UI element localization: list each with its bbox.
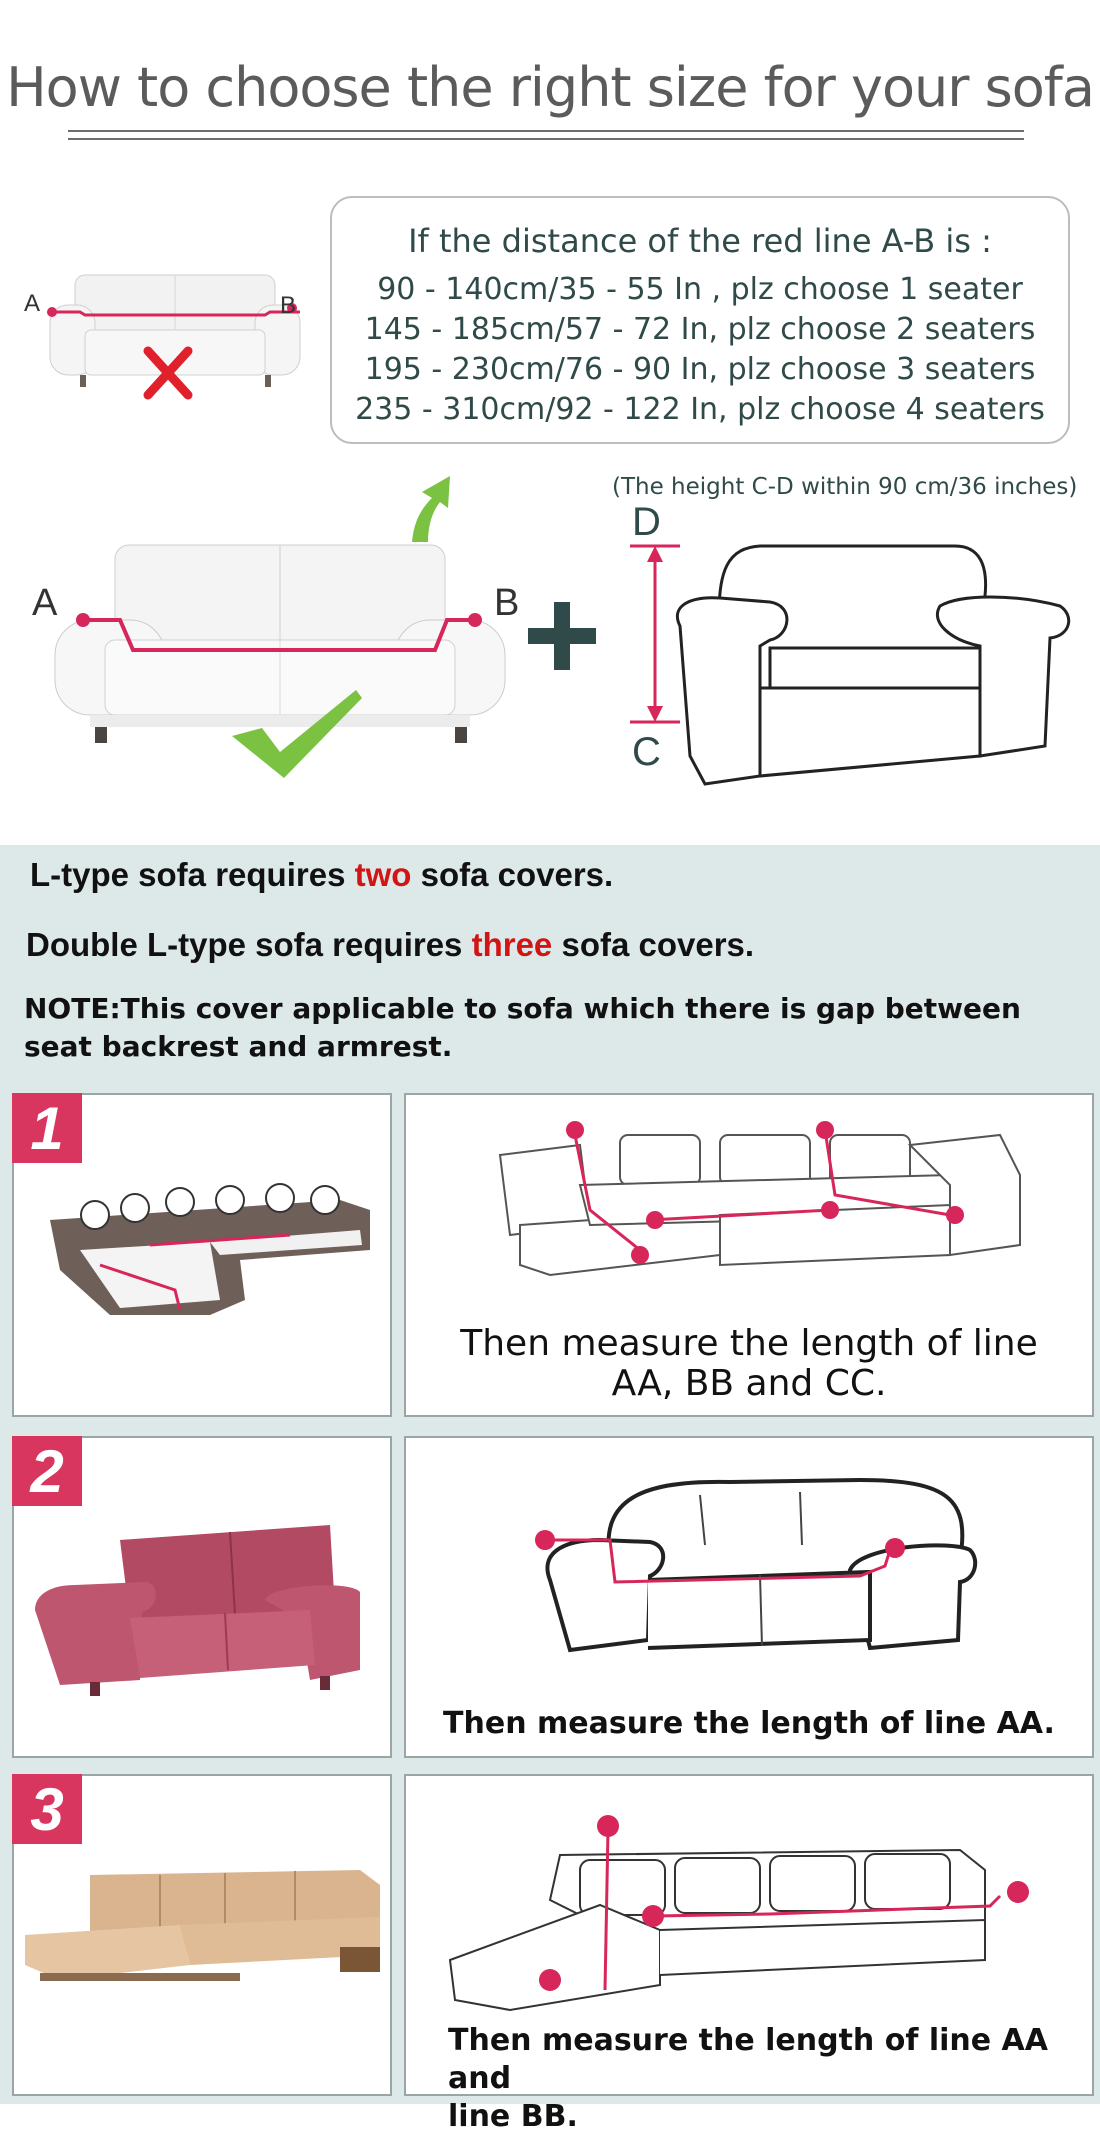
step1-u-sofa-outline-diagram — [490, 1115, 1050, 1315]
height-note: (The height C-D within 90 cm/36 inches) — [612, 474, 1078, 500]
plus-icon — [524, 598, 600, 674]
ltype-line2-highlight: three — [471, 926, 553, 963]
step2-badge: 2 — [12, 1436, 82, 1506]
ltype-line1-post: sofa covers. — [411, 856, 614, 893]
label-a-small: A — [24, 290, 41, 317]
size-row-1-seater: 90 - 140cm/35 - 55 In , plz choose 1 seater — [377, 272, 1023, 307]
step2-sofa-outline-diagram — [530, 1470, 990, 1690]
check-mark-icon — [228, 686, 368, 782]
title-underline — [68, 130, 1024, 132]
outline-sofa-height-diagram — [620, 536, 1080, 796]
ltype-line2-pre: Double L-type sofa requires — [26, 926, 472, 963]
step1-caption-line2: AA, BB and CC. — [611, 1363, 887, 1404]
ltype-line2-post: sofa covers. — [552, 926, 755, 963]
double-ltype-requirement-line — [26, 926, 754, 964]
step2-red-sofa-photo — [30, 1500, 370, 1700]
label-b-large: B — [494, 582, 520, 624]
label-c: C — [632, 730, 661, 774]
page-title: How to choose the right size for your sofa — [6, 56, 1094, 119]
label-d: D — [632, 500, 661, 544]
size-row-3-seaters: 195 - 230cm/76 - 90 In, plz choose 3 seaters — [364, 352, 1036, 387]
ltype-line1-highlight: two — [354, 856, 412, 893]
label-a-large: A — [32, 582, 58, 624]
step3-caption-line1: Then measure the length of line AA and — [448, 2023, 1048, 2096]
title-underline-2 — [68, 138, 1024, 140]
ltype-requirement-line — [30, 856, 613, 894]
label-b-small: B — [280, 292, 297, 319]
step1-badge: 1 — [12, 1093, 82, 1163]
size-info-heading: If the distance of the red line A-B is : — [408, 222, 992, 260]
applicability-note: NOTE:This cover applicable to sofa which there is gap between seat backrest and armrest. — [24, 992, 1021, 1063]
step3-caption — [410, 2022, 1100, 2136]
step1-caption — [404, 1324, 1094, 1404]
ltype-line1-pre: L-type sofa requires — [30, 856, 355, 893]
step1-caption-line1: Then measure the length of line — [460, 1323, 1038, 1364]
step1-u-sofa-photo — [40, 1150, 380, 1340]
step3-tan-sofa-photo — [20, 1855, 390, 1995]
step3-caption-line2: line BB. — [448, 2099, 578, 2134]
step3-lshape-sofa-outline-diagram — [440, 1810, 1040, 2020]
wrong-x-icon — [138, 343, 198, 403]
step3-badge: 3 — [12, 1774, 82, 1844]
step2-caption: Then measure the length of line AA. — [443, 1706, 1055, 1741]
size-row-2-seaters: 145 - 185cm/57 - 72 In, plz choose 2 seaters — [364, 312, 1036, 347]
size-row-4-seaters: 235 - 310cm/92 - 122 In, plz choose 4 seaters — [355, 392, 1045, 427]
